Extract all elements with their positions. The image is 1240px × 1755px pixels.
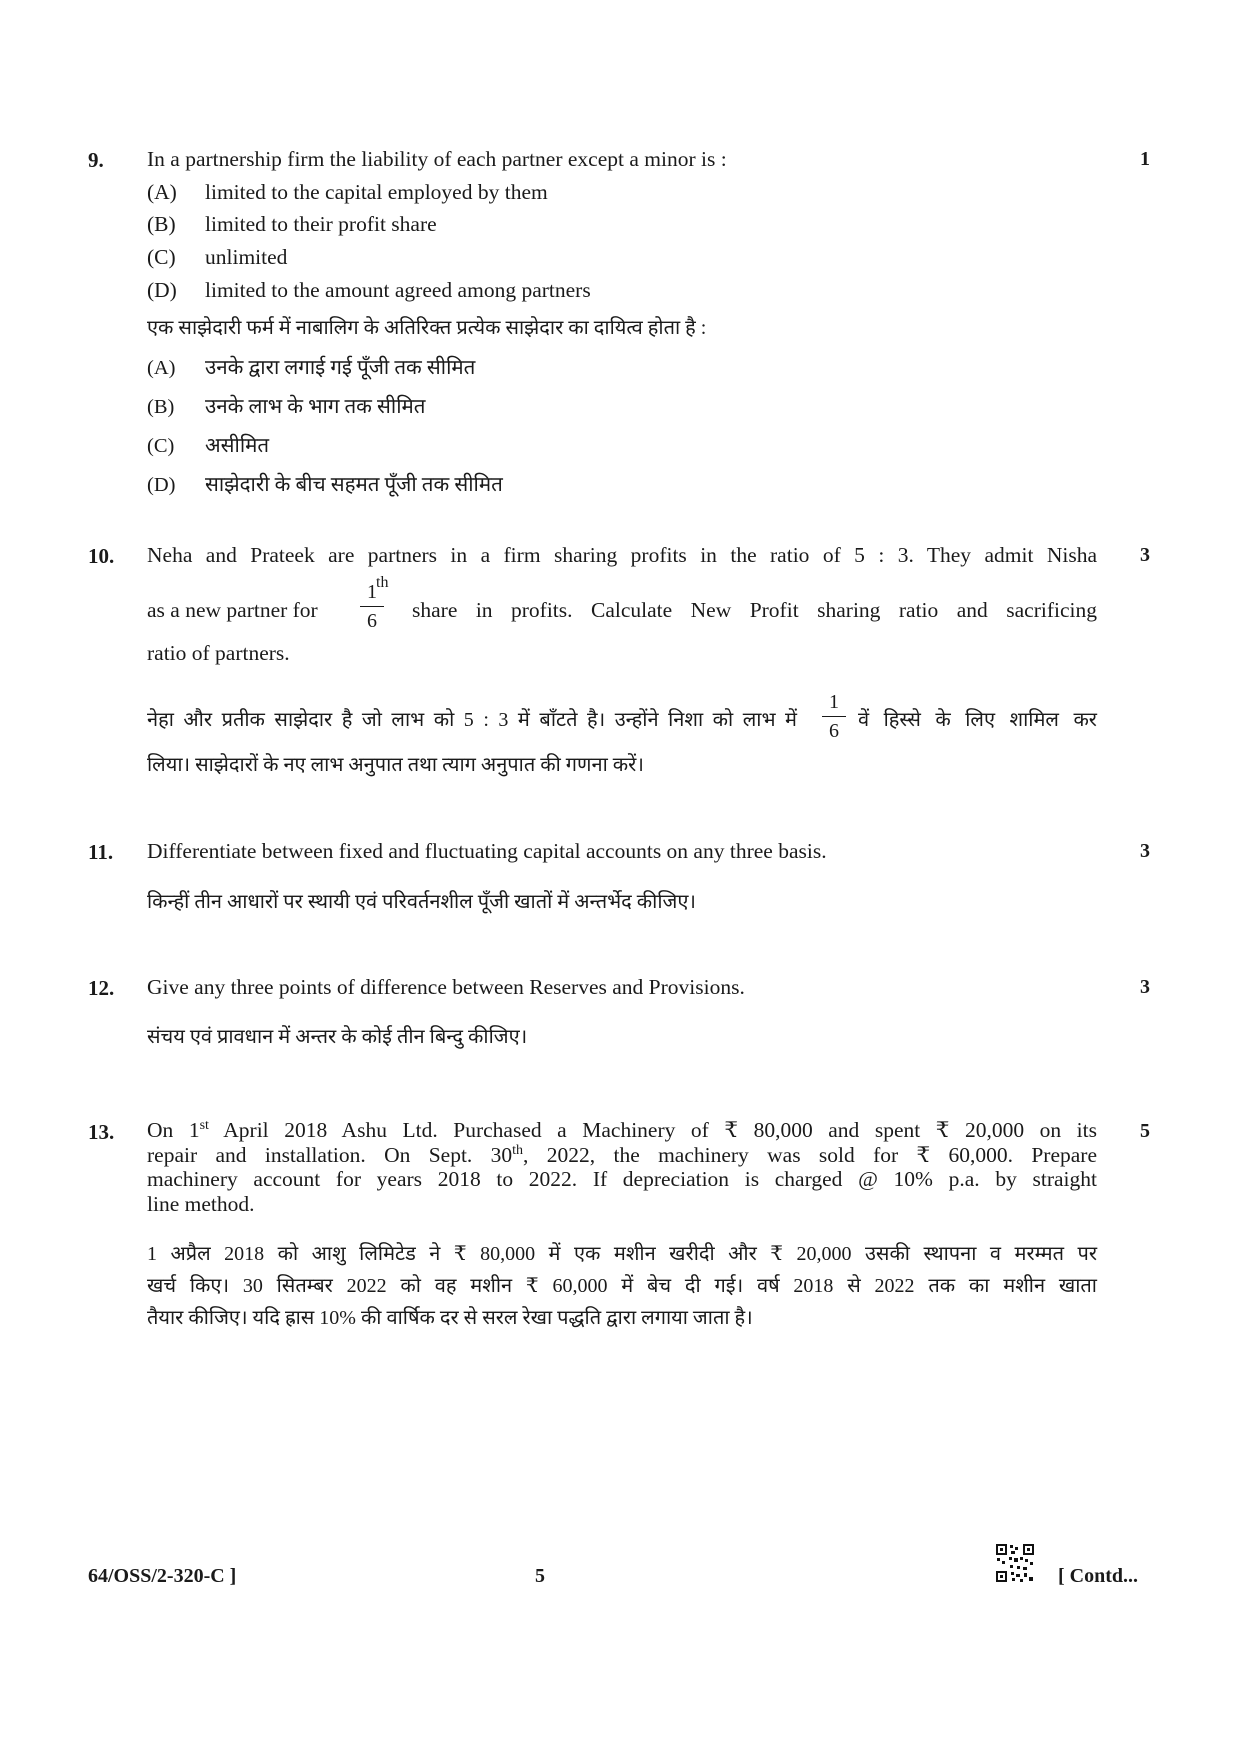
option-text: असीमित <box>205 435 270 457</box>
superscript: th <box>512 1143 524 1158</box>
option-b-hi <box>147 392 425 420</box>
option-label: (C) <box>147 435 175 457</box>
question-text-en-line1: Neha and Prateek are partners in a firm sharing profits in the ratio of 5 : 3. They admit Nisha <box>147 543 1097 567</box>
question-text-hi: एक साझेदारी फर्म में नाबालिग के अतिरिक्त प्रत्येक साझेदार का दायित्व होता है : <box>147 317 707 339</box>
option-a-en <box>147 180 548 205</box>
question-text-hi: किन्हीं तीन आधारों पर स्थायी एवं परिवर्तनशील पूँजी खातों में अन्तर्भेद कीजिए। <box>147 891 696 913</box>
question-number: 9. <box>88 148 104 172</box>
qr-code-icon <box>995 1543 1035 1583</box>
question-number: 13. <box>88 1120 115 1144</box>
option-label: (D) <box>147 278 177 302</box>
option-label: (B) <box>147 396 175 418</box>
option-b-en <box>147 212 437 237</box>
continued-label: [ Contd... <box>1058 1565 1139 1587</box>
question-text-en: Give any three points of difference between Reserves and Provisions. <box>147 975 745 999</box>
option-text: उनके लाभ के भाग तक सीमित <box>205 396 426 418</box>
question-text-hi-line1a: नेहा और प्रतीक साझेदार है जो लाभ को 5 : 3 में बाँटते है। उन्होंने निशा को लाभ में <box>147 709 797 731</box>
marks: 3 <box>1140 544 1150 566</box>
option-c-en <box>147 245 287 270</box>
option-text: limited to their profit share <box>205 212 437 236</box>
option-d-en <box>147 278 591 303</box>
option-d-hi <box>147 470 503 498</box>
fraction-bar <box>822 716 846 717</box>
fraction-superscript: th <box>376 574 389 591</box>
marks: 1 <box>1140 148 1150 170</box>
option-c-hi <box>147 431 269 459</box>
text-segment: April 2018 Ashu Ltd. Purchased a Machinery of ₹ 80,000 and spent ₹ 20,000 on its <box>208 1118 1097 1143</box>
fraction-numerator: 1 <box>829 691 839 713</box>
text-segment: , 2022, the machinery was sold for ₹ 60,000. Prepare <box>523 1143 1098 1168</box>
option-text: limited to the amount agreed among partners <box>205 278 591 302</box>
fraction-denominator: 6 <box>367 610 377 632</box>
fraction-one-sixth-hi <box>822 690 846 743</box>
marks: 5 <box>1140 1120 1150 1142</box>
option-text: unlimited <box>205 245 288 269</box>
question-text-en-line1 <box>147 1118 1097 1143</box>
text-segment: repair and installation. On Sept. 30 <box>147 1143 513 1168</box>
text-segment: On 1 <box>147 1118 200 1143</box>
question-text-en-line2a: as a new partner for <box>147 598 318 622</box>
page-number: 5 <box>535 1565 545 1587</box>
question-text-en: Differentiate between fixed and fluctuating capital accounts on any three basis. <box>147 839 827 863</box>
question-text-en: In a partnership firm the liability of each partner except a minor is : <box>147 147 727 171</box>
question-text-hi-line3: तैयार कीजिए। यदि ह्रास 10% की वार्षिक दर से सरल रेखा पद्धति द्वारा लगाया जाता है। <box>147 1307 753 1329</box>
question-text-hi-line2: लिया। साझेदारों के नए लाभ अनुपात तथा त्याग अनुपात की गणना करें। <box>147 754 644 776</box>
question-text-en-line3: ratio of partners. <box>147 641 290 665</box>
question-number: 12. <box>88 976 115 1000</box>
superscript: st <box>199 1118 209 1133</box>
question-text-hi: संचय एवं प्रावधान में अन्तर के कोई तीन बिन्दु कीजिए। <box>147 1026 528 1048</box>
option-label: (A) <box>147 357 176 379</box>
option-label: (A) <box>147 180 177 204</box>
option-text: limited to the capital employed by them <box>205 180 548 204</box>
question-text-hi-line1: 1 अप्रैल 2018 को आशु लिमिटेड ने ₹ 80,000 में एक मशीन खरीदी और ₹ 20,000 उसकी स्थापना व मरम्मत पर <box>147 1243 1097 1265</box>
question-text-hi-line2: खर्च किए। 30 सितम्बर 2022 को वह मशीन ₹ 60,000 में बेच दी गई। वर्ष 2018 से 2022 तक का मशीन खाता <box>147 1275 1097 1297</box>
option-label: (C) <box>147 245 176 269</box>
question-text-hi-line1b: वें हिस्से के लिए शामिल कर <box>858 709 1097 731</box>
fraction-bar <box>360 606 384 607</box>
option-text: उनके द्वारा लगाई गई पूँजी तक सीमित <box>205 357 476 379</box>
fraction-numerator: 1 <box>367 581 377 603</box>
option-label: (B) <box>147 212 176 236</box>
marks: 3 <box>1140 840 1150 862</box>
option-text: साझेदारी के बीच सहमत पूँजी तक सीमित <box>205 474 503 496</box>
question-number: 10. <box>88 544 115 568</box>
question-text-en-line3: machinery account for years 2018 to 2022. If depreciation is charged @ 10% p.a. by straight <box>147 1167 1097 1191</box>
option-a-hi <box>147 353 475 381</box>
fraction-denominator: 6 <box>829 720 839 742</box>
question-text-en-line2b: share in profits. Calculate New Profit sharing ratio and sacrificing <box>412 598 1097 622</box>
marks: 3 <box>1140 976 1150 998</box>
paper-code: 64/OSS/2-320-C ] <box>88 1565 237 1587</box>
question-text-en-line2 <box>147 1143 1097 1168</box>
option-label: (D) <box>147 474 176 496</box>
question-number: 11. <box>88 840 114 864</box>
question-text-en-line4: line method. <box>147 1192 255 1216</box>
